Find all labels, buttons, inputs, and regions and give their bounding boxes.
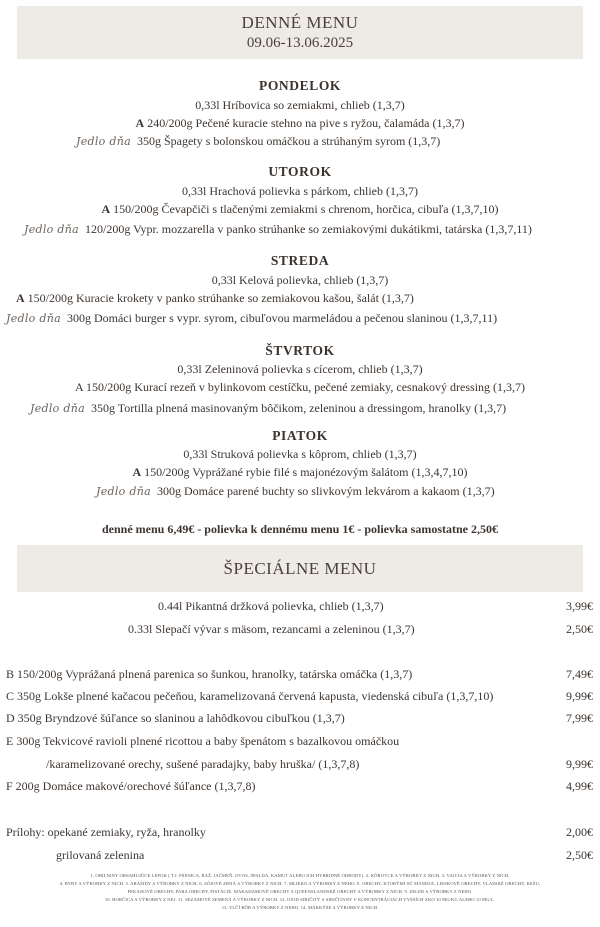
meal-a-thursday xyxy=(0,380,600,395)
meal-a-wednesday xyxy=(16,291,414,306)
meal-a-text: 150/200g Vyprážané rybie filé s majonézovým šalátom (1,3,4,7,10) xyxy=(144,465,468,479)
jedlo-dna-label: Jedlo dňa xyxy=(24,223,79,236)
special-item-f: F 200g Domáce makové/orechové šúľance (1,3,7,8) xyxy=(6,779,256,793)
special-soup-1: 0.44l Pikantná držková polievka, chlieb (1,3,7) xyxy=(158,599,384,613)
special-thursday xyxy=(30,401,506,416)
day-title-tuesday: UTOROK xyxy=(268,164,332,179)
special-friday xyxy=(96,484,495,499)
special-wednesday xyxy=(6,311,497,326)
jedlo-dna-label: Jedlo dňa xyxy=(76,135,131,148)
allergen-line-3: PEKANOVÉ ORECHY, PARA ORECHY, PISTÁCIE, MAKADAMOVÉ ORECHY A QUEENSLANDSKÉ ORECHY A VÝROBKY Z NICH. 9. ZELER A VÝROBKY Z NEHO. xyxy=(127,889,473,894)
meal-a-marker: A xyxy=(101,202,111,216)
special-item-f-price: 4,99€ xyxy=(566,779,593,793)
special-soup-1-price: 3,99€ xyxy=(566,599,593,613)
side-2: grilovaná zelenina xyxy=(56,848,145,862)
sides-label: Prílohy: xyxy=(6,825,45,839)
day-title-thursday: ŠTVRTOK xyxy=(265,343,335,358)
special-item-c-price: 9,99€ xyxy=(566,689,593,703)
special-text: 350g Špagety s bolonskou omáčkou a strúhaným syrom (1,3,7) xyxy=(136,134,441,148)
special-item-c: C 350g Lokše plnené kačacou pečeňou, karamelizovaná červená kapusta, viedenská cibuľa (1,3,7,10) xyxy=(6,689,494,703)
menu-title: DENNÉ MENU xyxy=(241,13,359,32)
day-title-wednesday: STREDA xyxy=(270,253,330,268)
meal-a-text: 150/200g Kurací rezeň v bylinkovom cestíčku, pečené zemiaky, cesnakový dressing (1,3,7) xyxy=(85,380,526,394)
jedlo-dna-label: Jedlo dňa xyxy=(30,402,85,415)
meal-a-text: 150/200g Čevapčiči s tlačenými zemiakmi s chrenom, horčica, cibuľa (1,3,7,10) xyxy=(113,202,499,216)
soup-friday: 0,33l Struková polievka s kôprom, chlieb (1,3,7) xyxy=(183,447,417,461)
special-soup-2-price: 2,50€ xyxy=(566,622,593,636)
header-banner xyxy=(17,6,583,59)
special-text: 120/200g Vypr. mozzarella v panko strúhanke so zemiakovými dukátikmi, tatárska (1,3,7,11) xyxy=(84,222,532,236)
soup-thursday: 0,33l Zeleninová polievka s cícerom, chlieb (1,3,7) xyxy=(177,362,423,376)
special-item-e: E 300g Tekvicové ravioli plnené ricottou a baby špenátom s bazalkovou omáčkou xyxy=(6,734,400,748)
soup-monday: 0,33l Hríbovica so zemiakmi, chlieb (1,3,7) xyxy=(195,98,405,112)
side-2-price: 2,50€ xyxy=(566,848,593,862)
jedlo-dna-label: Jedlo dňa xyxy=(6,312,61,325)
sides-row-1 xyxy=(6,825,206,840)
meal-a-text: 150/200g Kuracie krokety v panko strúhanke so zemiakovou kašou, šalát (1,3,7) xyxy=(27,291,414,305)
special-text: 300g Domáci burger s vypr. syrom, cibuľovou marmeládou a pečenou slaninou (1,3,7,11) xyxy=(66,311,498,325)
special-item-e-cont: /karamelizované orechy, sušené paradajky, baby hruška/ (1,3,7,8) xyxy=(46,757,360,771)
side-1-price: 2,00€ xyxy=(566,825,593,839)
special-item-b: B 150/200g Vyprážaná plnená parenica so šunkou, hranolky, tatárska omáčka (1,3,7) xyxy=(6,667,413,681)
meal-a-friday xyxy=(0,465,600,480)
soup-tuesday: 0,33l Hrachová polievka s párkom, chlieb (1,3,7) xyxy=(182,184,418,198)
soup-wednesday: 0,33l Kelová polievka, chlieb (1,3,7) xyxy=(211,273,389,287)
special-item-d: D 350g Bryndzové šúľance so slaninou a lahôdkovou cibuľkou (1,3,7) xyxy=(6,711,345,725)
special-menu-title: ŠPECIÁLNE MENU xyxy=(223,559,377,578)
price-summary: denné menu 6,49€ - polievka k dennému menu 1€ - polievka samostatne 2,50€ xyxy=(101,522,499,536)
day-title-monday: PONDELOK xyxy=(258,78,342,93)
special-item-d-price: 7,99€ xyxy=(566,711,593,725)
special-text: 300g Domáce parené buchty so slivkovým lekvárom a kakaom (1,3,7) xyxy=(156,484,495,498)
special-tuesday xyxy=(24,222,532,237)
meal-a-marker: A xyxy=(74,380,83,394)
special-item-b-price: 7,49€ xyxy=(566,667,593,681)
meal-a-marker: A xyxy=(135,116,145,130)
meal-a-marker: A xyxy=(16,291,25,305)
meal-a-marker: A xyxy=(132,465,142,479)
day-title-friday: PIATOK xyxy=(272,428,328,443)
special-item-e-price: 9,99€ xyxy=(566,757,593,771)
side-1: opekané zemiaky, ryža, hranolky xyxy=(47,825,206,839)
special-monday xyxy=(76,134,440,149)
allergen-line-5: 13. VLČÍ BÔB A VÝROBKY Z NEHO. 14. MÄKKÝŠE A VÝROBKY Z NICH. xyxy=(221,905,379,910)
allergen-line-4: 10. HORČICA A VÝROBKY Z NEJ. 11. SEZAMOVÉ SEMENÁ A VÝROBKY Z NICH. 12. OXID SIRIČITÝ A SIRIČITANY V KONCENTRÁCIÁCH VYŠŠÍCH AKO 10 MG/KG ALEBO 10 MG/L. xyxy=(104,897,496,902)
meal-a-monday xyxy=(0,116,600,131)
jedlo-dna-label: Jedlo dňa xyxy=(96,485,151,498)
allergen-line-2: 4. RYBY A VÝROBKY Z NICH. 5. ARAŠIDY A VÝROBKY Z NICH. 6. SÓJOVÉ ZRNÁ A VÝROBKY Z NICH. 7. MLIEKO A VÝROBKY Z NEHO. 8. ORECHY, KTORÝMI SÚ MANDLE, LIESKOVÉ ORECHY, VLAŠSKÉ ORECHY, KEŠU, xyxy=(59,881,541,886)
meal-a-tuesday xyxy=(0,202,600,217)
allergen-line-1: 1. OBILNINY OBSAHUJÚCE LEPOK ( T.J. PŠENICA, RAŽ, JAČMEŇ, OVOS, ŠPALDA, KAMUT ALEBO ICH HYBRIDNÉ ODRODY). 2. KÔROVCE A VÝROBKY Z NICH. 3. VAJCIA A VÝROBKY Z NICH. xyxy=(90,873,510,878)
special-text: 350g Tortilla plnená masinovaným bôčikom, zeleninou a dressingom, hranolky (1,3,7) xyxy=(90,401,507,415)
menu-dates: 09.06-13.06.2025 xyxy=(246,35,354,51)
special-soup-2: 0.33l Slepačí vývar s mäsom, rezancami a zeleninou (1,3,7) xyxy=(128,622,415,636)
special-menu-banner xyxy=(17,545,583,592)
meal-a-text: 240/200g Pečené kuracie stehno na pive s ryžou, čalamáda (1,3,7) xyxy=(147,116,465,130)
